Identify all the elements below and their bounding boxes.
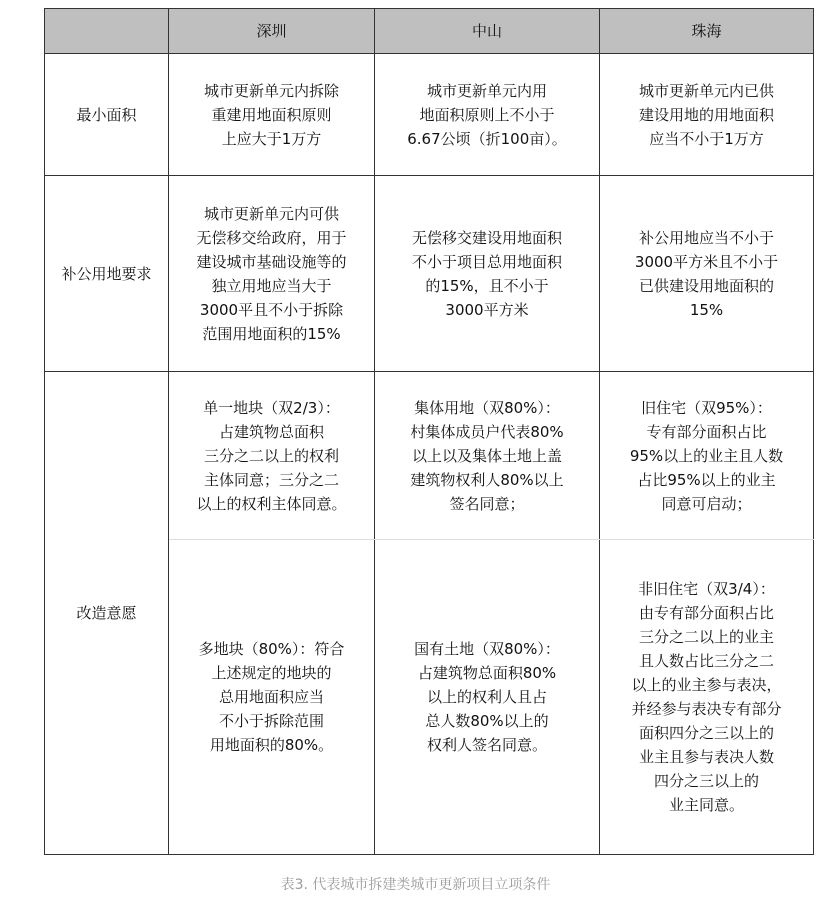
table-cell: 非旧住宅（双3/4）： 由专有部分面积占比 三分之二以上的业主 且人数占比三分之二 以上的业主参与表决， 并经参与表决专有部分 面积四分之三以上的 业主且参与表决人数 四分之三以上的 业主同意。 [600,540,814,855]
row-public-land [45,176,814,372]
table-cell: 无偿移交建设用地面积 不小于项目总用地面积 的15%，且不小于 3000平方米 [375,176,600,372]
table-cell: 集体用地（双80%）： 村集体成员户代表80% 以上以及集体土地上盖 建筑物权利人80%以上 签名同意； [375,372,600,540]
row-willingness [45,372,814,540]
table-cell: 城市更新单元内用 地面积原则上不小于 6.67公顷（折100亩）。 [375,54,600,176]
comparison-table-container [44,8,813,855]
row-label: 改造意愿 [45,372,169,855]
table-cell: 城市更新单元内可供 无偿移交给政府，用于 建设城市基础设施等的 独立用地应当大于 3000平且不小于拆除 范围用地面积的15% [169,176,375,372]
header-row [45,9,814,54]
header-corner [45,9,169,54]
table-caption: 表3. 代表城市拆建类城市更新项目立项条件 [280,877,551,893]
table-cell: 城市更新单元内已供 建设用地的用地面积 应当不小于1万方 [600,54,814,176]
table-cell: 国有土地（双80%）： 占建筑物总面积80% 以上的权利人且占 总人数80%以上的 权利人签名同意。 [375,540,600,855]
row-label: 补公用地要求 [45,176,169,372]
header-shenzhen: 深圳 [169,9,375,54]
header-zhuhai: 珠海 [600,9,814,54]
table-cell: 多地块（80%）：符合 上述规定的地块的 总用地面积应当 不小于拆除范围 用地面积的80%。 [169,540,375,855]
table-cell: 城市更新单元内拆除 重建用地面积原则 上应大于1万方 [169,54,375,176]
row-label: 最小面积 [45,54,169,176]
row-min-area [45,54,814,176]
comparison-table [44,8,814,855]
header-zhongshan: 中山 [375,9,600,54]
table-cell: 补公用地应当不小于 3000平方米且不小于 已供建设用地面积的 15% [600,176,814,372]
table-cell: 单一地块（双2/3）： 占建筑物总面积 三分之二以上的权利 主体同意；三分之二 以上的权利主体同意。 [169,372,375,540]
table-cell: 旧住宅（双95%）： 专有部分面积占比 95%以上的业主且人数 占比95%以上的业主 同意可启动； [600,372,814,540]
